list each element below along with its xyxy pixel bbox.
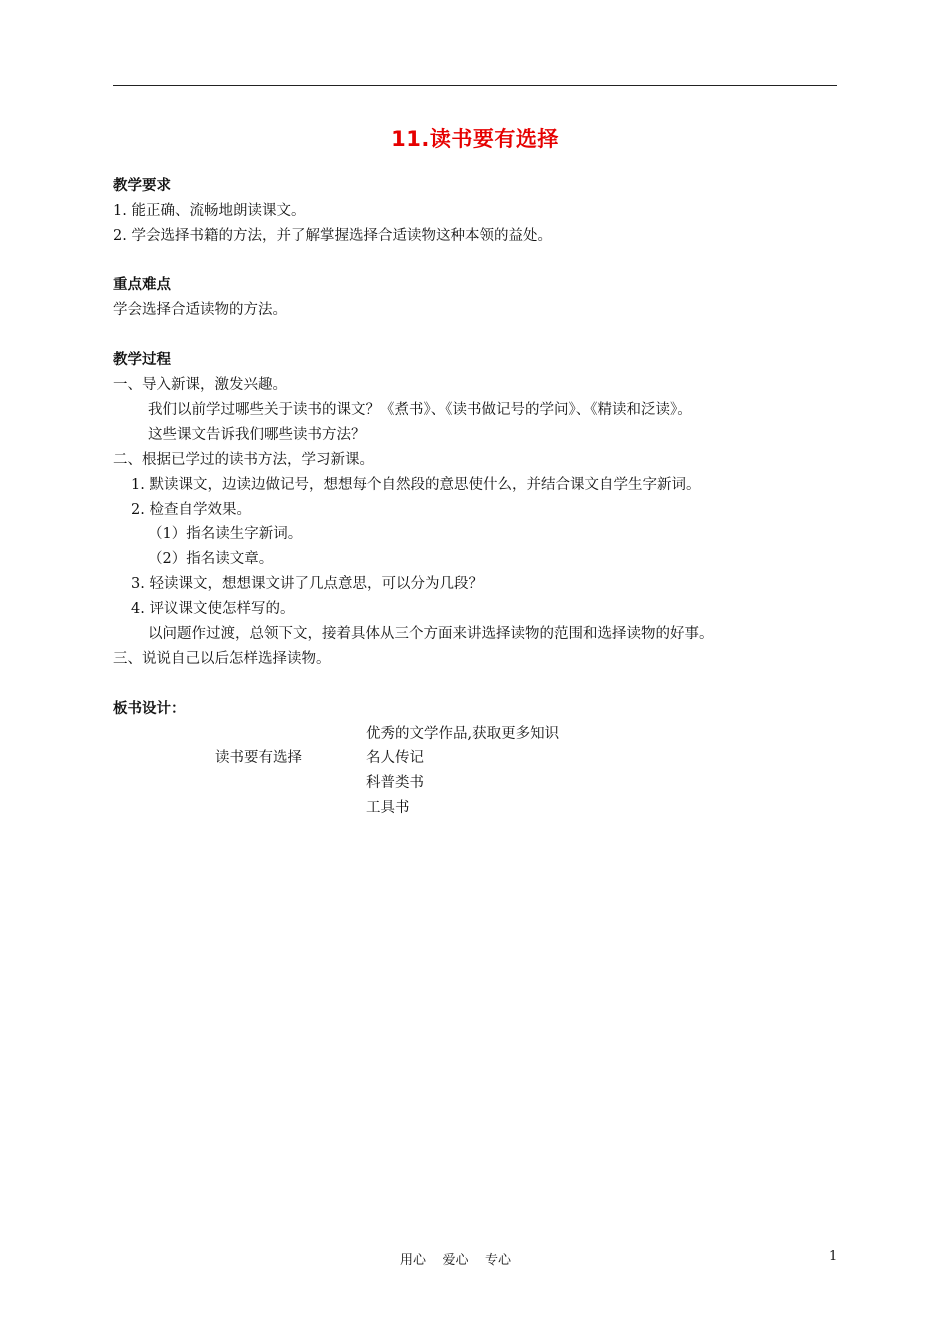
board-item: 名人传记 (366, 750, 424, 766)
process-line: 三、说说自己以后怎样选择读物。 (113, 651, 331, 667)
document-title: 11.读书要有选择 (391, 127, 559, 151)
key-points-text: 学会选择合适读物的方法。 (113, 302, 287, 318)
key-points-heading: 重点难点 (113, 277, 171, 293)
process-line: 二、根据已学过的读书方法，学习新课。 (113, 452, 374, 468)
board-heading: 板书设计： (113, 701, 186, 717)
process-line: 3. 轻读课文，想想课文讲了几点意思，可以分为几段？ (131, 576, 483, 592)
header-rule (113, 85, 837, 86)
process-line: 1. 默读课文，边读边做记号，想想每个自然段的意思使什么，并结合课文自学生字新词。 (131, 477, 701, 493)
process-line: 我们以前学过哪些关于读书的课文？《煮书》、《读书做记号的学问》、《精读和泛读》。 (148, 402, 692, 418)
page-number: 1 (829, 1249, 838, 1264)
process-line: （2）指名读文章。 (148, 551, 274, 567)
process-line: 以问题作过渡，总领下文，接着具体从三个方面来讲选择读物的范围和选择读物的好事。 (148, 626, 714, 642)
process-line: （1）指名读生字新词。 (148, 526, 303, 542)
board-item: 科普类书 (366, 775, 424, 791)
process-line: 2. 检查自学效果。 (131, 502, 251, 518)
process-line: 一、导入新课，激发兴趣。 (113, 377, 287, 393)
process-line: 4. 评议课文使怎样写的。 (131, 601, 295, 617)
footer-motto: 用心 爱心 专心 (400, 1253, 512, 1268)
board-center-title: 读书要有选择 (215, 750, 302, 766)
process-line: 这些课文告诉我们哪些读书方法？ (148, 427, 366, 443)
requirements-heading: 教学要求 (113, 178, 171, 194)
process-heading: 教学过程 (113, 352, 171, 368)
requirement-item: 2. 学会选择书籍的方法，并了解掌握选择合适读物这种本领的益处。 (113, 228, 552, 244)
board-item: 优秀的文学作品,获取更多知识 (366, 726, 560, 742)
board-item: 工具书 (366, 800, 410, 816)
requirement-item: 1. 能正确、流畅地朗读课文。 (113, 203, 306, 219)
